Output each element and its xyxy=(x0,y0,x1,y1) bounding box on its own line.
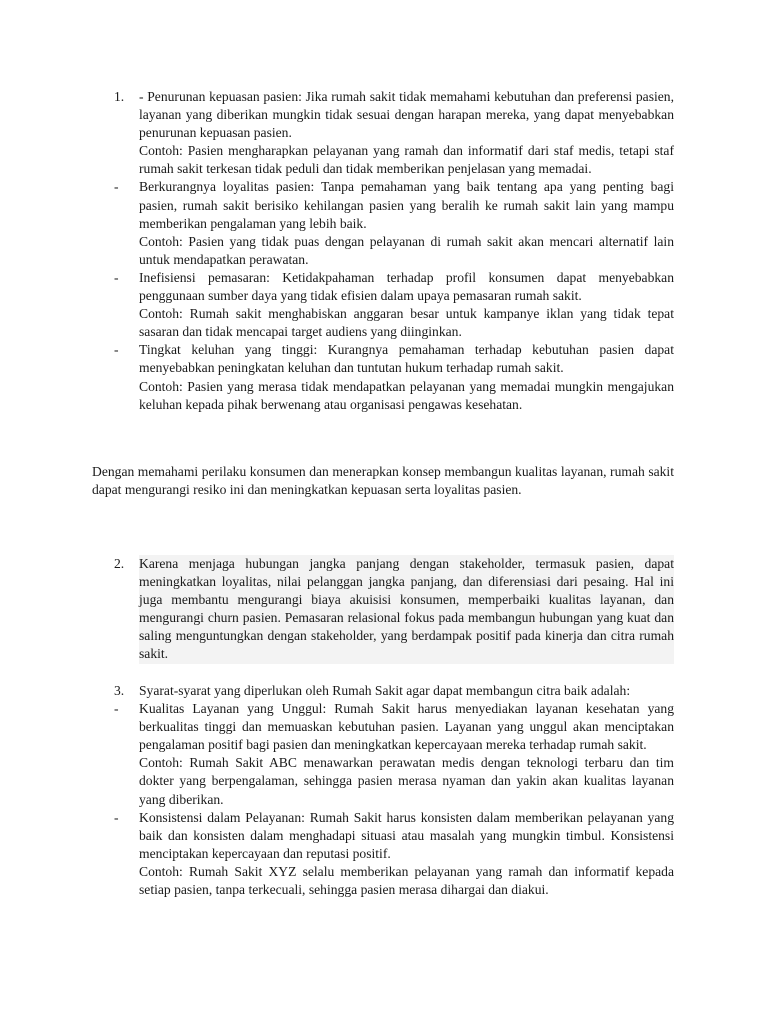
section-2 xyxy=(92,555,674,664)
item-text: Tingkat keluhan yang tinggi: Kurangnya pemahaman terhadap kebutuhan pasien dapat menyebabkan peningkatan keluhan dan tuntutan hukum terhadap rumah sakit. xyxy=(139,342,674,376)
section-1 xyxy=(92,88,674,414)
list-item xyxy=(92,682,674,700)
bullet-marker: - xyxy=(114,269,119,285)
item-example: Contoh: Pasien mengharapkan pelayanan yang ramah dan informatif dari staf medis, tetapi staf rumah sakit terkesan tidak peduli dan tidak memberikan penjelasan yang memadai. xyxy=(139,143,674,177)
item-example: Contoh: Pasien yang tidak puas dengan pelayanan di rumah sakit akan mencari alternatif lain untuk mendapatkan perawatan. xyxy=(139,233,674,267)
section-number: 2. xyxy=(114,556,125,571)
item-example: Contoh: Rumah Sakit XYZ selalu memberikan pelayanan yang ramah dan informatif kepada setiap pasien, tanpa terkecuali, sehingga pasien merasa dihargai dan diakui. xyxy=(139,863,674,898)
section-3 xyxy=(92,682,674,899)
list-item xyxy=(92,341,674,413)
section-number: 3. xyxy=(114,683,125,698)
section-number: 1. xyxy=(114,89,125,104)
bullet-marker: - xyxy=(114,809,119,825)
item-example: Contoh: Rumah Sakit ABC menawarkan perawatan medis dengan teknologi terbaru dan tim dokter yang berpengalaman, sehingga pasien merasa nyaman dan yakin akan kualitas layanan yang diberikan. xyxy=(139,755,674,807)
list-item xyxy=(92,269,674,341)
bullet-marker: - xyxy=(114,701,119,717)
item-text: Inefisiensi pemasaran: Ketidakpahaman terhadap profil konsumen dapat menyebabkan penggunaan sumber daya yang tidak efisien dalam upaya pemasaran rumah sakit. xyxy=(139,269,674,304)
bullet-marker: - xyxy=(114,342,119,358)
item-text: Kualitas Layanan yang Unggul: Rumah Sakit harus menyediakan layanan kesehatan yang berkualitas tinggi dan memuaskan kebutuhan pasien. Layanan yang unggul akan menciptakan pengalaman positif bagi pasien dan meningkatkan kepercayaan mereka terhadap rumah sakit. xyxy=(139,701,674,753)
list-item xyxy=(92,700,674,809)
item-example: Contoh: Pasien yang merasa tidak mendapatkan pelayanan yang memadai mungkin mengajukan keluhan kepada pihak berwenang atau organisasi pengawas kesehatan. xyxy=(139,378,674,412)
list-item xyxy=(92,88,674,178)
bullet-marker: - xyxy=(114,179,119,195)
section-1-summary xyxy=(92,463,674,499)
item-text: - Penurunan kepuasan pasien: Jika rumah sakit tidak memahami kebutuhan dan preferensi pasien, layanan yang diberikan mungkin tidak sesuai dengan harapan mereka, yang dapat menyebabkan penurunan kepuasan pasien. xyxy=(139,89,674,141)
summary-paragraph: Dengan memahami perilaku konsumen dan menerapkan konsep membangun kualitas layanan, rumah sakit dapat mengurangi resiko ini dan meningkatkan kepuasan serta loyalitas pasien. xyxy=(92,464,674,498)
list-item xyxy=(92,178,674,268)
list-item xyxy=(92,809,674,899)
item-text: Karena menjaga hubungan jangka panjang dengan stakeholder, termasuk pasien, dapat meningkatkan loyalitas, nilai pelanggan jangka panjang, dan diferensiasi dari pesaing. Hal ini juga membantu mengurangi biaya akuisisi konsumen, memperbaiki kualitas layanan, dan mengurangi churn pasien. Pemasaran relasional fokus pada membangun hubungan yang kuat dan saling menguntungkan dengan stakeholder, yang berdampak positif pada kinerja dan citra rumah sakit. xyxy=(139,555,674,664)
item-text: Konsistensi dalam Pelayanan: Rumah Sakit harus konsisten dalam memberikan pelayanan yang baik dan konsisten dalam menghadapi situasi atau masalah yang mungkin timbul. Konsistensi menciptakan kepercayaan dan reputasi positif. xyxy=(139,809,674,861)
section-intro: Syarat-syarat yang diperlukan oleh Rumah Sakit agar dapat membangun citra baik adalah: xyxy=(139,683,631,698)
list-item xyxy=(92,555,674,664)
item-text: Berkurangnya loyalitas pasien: Tanpa pemahaman yang baik tentang apa yang penting bagi pasien, rumah sakit berisiko kehilangan pasien yang beralih ke rumah sakit lain yang mampu memberikan pengalaman yang lebih baik. xyxy=(139,179,674,231)
item-example: Contoh: Rumah sakit menghabiskan anggaran besar untuk kampanye iklan yang tidak tepat sasaran dan tidak mencapai target audiens yang diinginkan. xyxy=(139,306,674,340)
